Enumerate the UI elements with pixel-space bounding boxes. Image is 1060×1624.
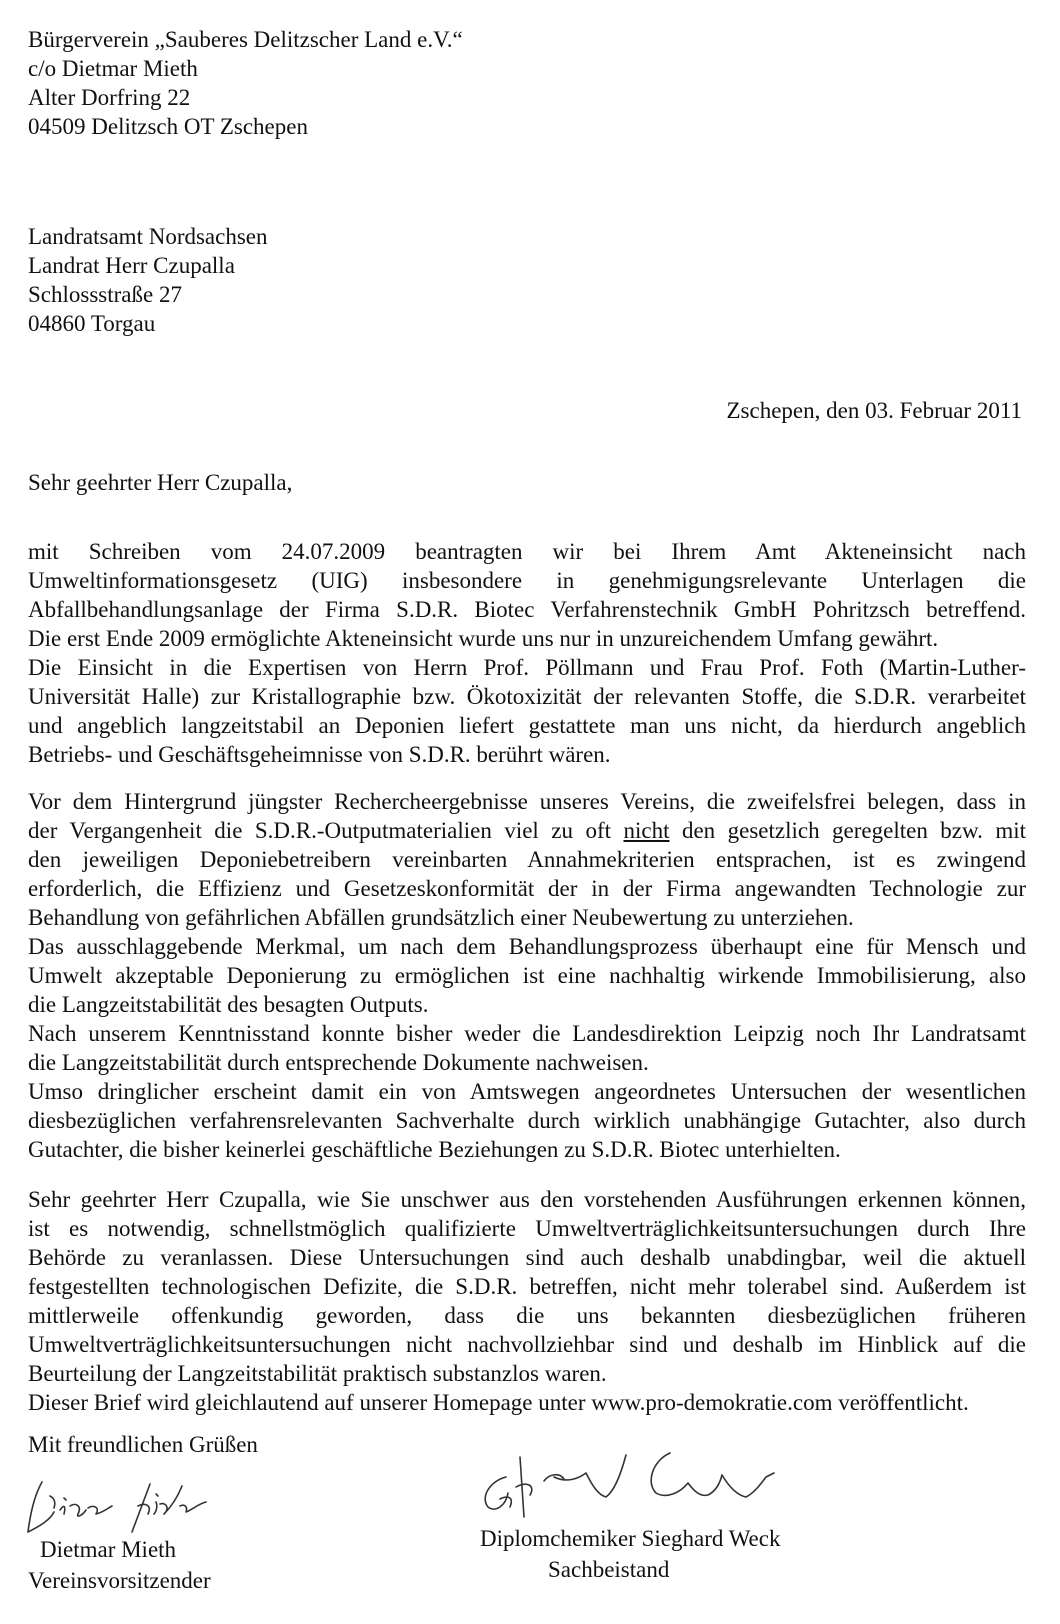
text-line: Behörde zu veranlassen. Diese Untersuchungen sind auch deshalb unabdingbar, weil die aktuell — [28, 1245, 1026, 1270]
text-line: Dieser Brief wird gleichlautend auf unserer Homepage unter www.pro-demokratie.com veröffentlicht. — [28, 1390, 969, 1415]
text-line: diesbezüglichen verfahrensrelevanten Sachverhalte durch wirklich unabhängige Gutachter, also durch — [28, 1108, 1026, 1133]
recipient-line: Landratsamt Nordsachsen — [28, 224, 268, 249]
signatory-left-name: Dietmar Mieth — [40, 1537, 177, 1562]
text-line: Behandlung von gefährlichen Abfällen grundsätzlich einer Neubewertung zu unterziehen. — [28, 905, 854, 930]
paragraph-1 — [28, 537, 1026, 769]
sender-address — [28, 25, 463, 141]
sender-line: Alter Dorfring 22 — [28, 85, 191, 110]
signatory-right-name: Diplomchemiker Sieghard Weck — [480, 1526, 781, 1551]
text-line: Gutachter, die bisher keinerlei geschäftliche Beziehungen zu S.D.R. Biotec unterhielten. — [28, 1137, 841, 1162]
salutation-text: Sehr geehrter Herr Czupalla, — [28, 470, 293, 495]
closing-text: Mit freundlichen Grüßen — [28, 1432, 258, 1457]
text-line: mittlerweile offenkundig geworden, dass die uns bekannten diesbezüglichen früheren — [28, 1303, 1026, 1328]
sender-line: c/o Dietmar Mieth — [28, 56, 198, 81]
text-line: Vor dem Hintergrund jüngster Rechercheergebnisse unseres Vereins, die zweifelsfrei belegen, dass in — [28, 789, 1026, 814]
signatory-right-role: Sachbeistand — [548, 1557, 670, 1582]
text-line: Umwelt akzeptable Deponierung zu ermöglichen ist eine nachhaltig wirkende Immobilisierung, also — [28, 963, 1026, 988]
text-line: Sehr geehrter Herr Czupalla, wie Sie unschwer aus den vorstehenden Ausführungen erkennen können, — [28, 1187, 1026, 1212]
text-segment: den gesetzlich geregelten bzw. mit — [669, 818, 1026, 843]
paragraph-3 — [28, 1185, 1026, 1417]
signature-left-image — [20, 1476, 240, 1536]
paragraph-2 — [28, 787, 1026, 1164]
closing — [28, 1430, 258, 1459]
sender-line: 04509 Delitzsch OT Zschepen — [28, 114, 308, 139]
text-line: die Langzeitstabilität des besagten Outputs. — [28, 992, 429, 1017]
text-line: Die Einsicht in die Expertisen von Herrn Prof. Pöllmann und Frau Prof. Foth (Martin-Luther- — [28, 655, 1026, 680]
text-line-with-emphasis — [28, 816, 1026, 845]
text-line: Das ausschlaggebende Merkmal, um nach dem Behandlungsprozess überhaupt eine für Mensch und — [28, 934, 1026, 959]
sender-line: Bürgerverein „Sauberes Delitzscher Land e.V.“ — [28, 27, 463, 52]
text-line: Umweltinformationsgesetz (UIG) insbesondere in genehmigungsrelevante Unterlagen die — [28, 568, 1026, 593]
text-line: Umweltverträglichkeitsuntersuchungen nicht nachvollziehbar sind und deshalb im Hinblick auf die — [28, 1332, 1026, 1357]
text-line: Universität Halle) zur Kristallographie bzw. Ökotoxizität der relevanten Stoffe, die S.D.R. verarbeitet — [28, 684, 1026, 709]
text-line: Beurteilung der Langzeitstabilität praktisch substanzlos waren. — [28, 1361, 607, 1386]
text-line: Abfallbehandlungsanlage der Firma S.D.R. Biotec Verfahrenstechnik GmbH Pohritzsch betreffend. — [28, 597, 1026, 622]
text-line: die Langzeitstabilität durch entsprechende Dokumente nachweisen. — [28, 1050, 649, 1075]
text-line: den jeweiligen Deponiebetreibern vereinbarten Annahmekriterien entsprachen, ist es zwingend — [28, 847, 1026, 872]
recipient-line: Landrat Herr Czupalla — [28, 253, 235, 278]
recipient-address — [28, 222, 268, 338]
text-line: und angeblich langzeitstabil an Deponien liefert gestattete man uns nicht, da hierdurch angeblich — [28, 713, 1026, 738]
underlined-word: nicht — [623, 818, 670, 843]
text-line: Nach unserem Kenntnisstand konnte bisher weder die Landesdirektion Leipzig noch Ihr Landratsamt — [28, 1021, 1026, 1046]
salutation — [28, 468, 292, 497]
text-line: Umso dringlicher erscheint damit ein von Amtswegen angeordnetes Untersuchen der wesentlichen — [28, 1079, 1026, 1104]
text-segment: der Vergangenheit die S.D.R.-Outputmaterialien viel zu oft — [28, 818, 624, 843]
recipient-line: Schlossstraße 27 — [28, 282, 182, 307]
text-line: erforderlich, die Effizienz und Gesetzeskonformität der in der Firma angewandten Technologie zur — [28, 876, 1026, 901]
signatory-left-role: Vereinsvorsitzender — [28, 1568, 211, 1593]
text-line: Betriebs- und Geschäftsgeheimnisse von S.D.R. berührt wären. — [28, 742, 611, 767]
text-line: mit Schreiben vom 24.07.2009 beantragten wir bei Ihrem Amt Akteneinsicht nach — [28, 539, 1026, 564]
text-line: ist es notwendig, schnellstmöglich qualifizierte Umweltverträglichkeitsuntersuchungen durch Ihre — [28, 1216, 1026, 1241]
letter-date: Zschepen, den 03. Februar 2011 — [726, 398, 1022, 423]
text-line: festgestellten technologischen Defizite, die S.D.R. betreffen, nicht mehr tolerabel sind. Außerdem ist — [28, 1274, 1026, 1299]
text-line: Die erst Ende 2009 ermöglichte Akteneinsicht wurde uns nur in unzureichendem Umfang gewährt. — [28, 626, 939, 651]
recipient-line: 04860 Torgau — [28, 311, 156, 336]
